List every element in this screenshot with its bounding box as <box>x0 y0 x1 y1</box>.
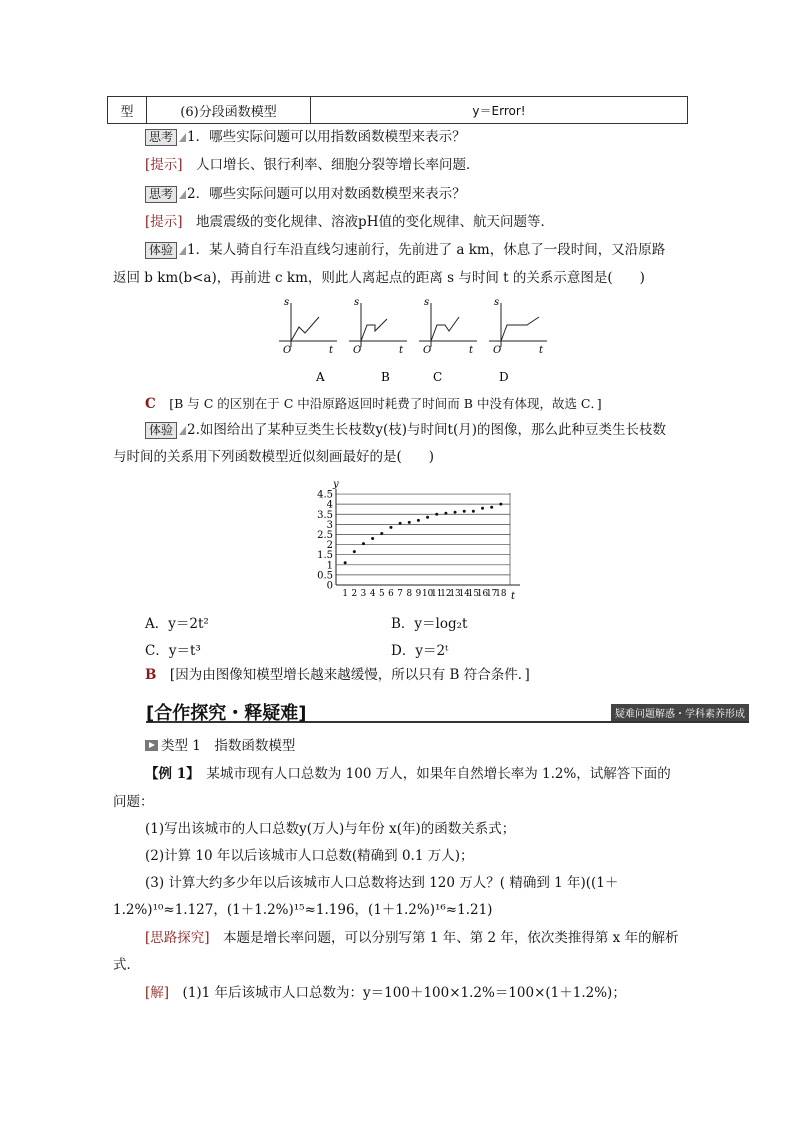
graph-label-a: A <box>316 370 325 384</box>
idea-tag: [思路探究] <box>145 930 210 946</box>
svg-text:O: O <box>353 345 362 356</box>
solution-tag: [解] <box>145 985 170 1001</box>
hint-2-text: 地震震级的变化规律、溶液pH值的变化规律、航天问题等． <box>196 214 554 230</box>
x-tick-label: 13 <box>449 589 461 599</box>
idea-line2: 式． <box>113 957 140 973</box>
data-point <box>417 519 420 522</box>
model-table <box>107 96 688 124</box>
hint-2 <box>145 213 554 231</box>
svg-text:O: O <box>493 345 502 356</box>
data-point <box>454 511 457 514</box>
table-cell-formula: y＝Error! <box>311 97 688 124</box>
option-a[interactable]: A．y＝2t² <box>145 616 209 632</box>
think-2-text: 2．哪些实际问题可以用对数函数模型来表示？ <box>187 186 466 202</box>
y-tick-label: 0.5 <box>317 570 333 582</box>
think-1 <box>145 128 466 146</box>
solution-text: (1)1 年后该城市人口总数为：y＝100＋100×1.2%＝100×(1＋1.2%)； <box>182 985 626 1001</box>
data-point <box>472 510 475 513</box>
y-tick-label: 2 <box>326 540 333 552</box>
experience-2-line1: 2.如图给出了某种豆类生长枝数y(枝)与时间t(月)的图像，那么此种豆类生长枝数 <box>187 422 667 438</box>
experience-1 <box>145 241 665 259</box>
chart-y-label: y <box>333 479 339 490</box>
option-c[interactable]: C．y＝t³ <box>145 643 201 659</box>
option-d[interactable]: D．y＝2ᵗ <box>391 643 449 659</box>
x-tick-label: 17 <box>486 589 498 599</box>
answer-2 <box>145 666 530 684</box>
question-3-cont: 1.2%)¹⁰≈1.127，(1＋1.2%)¹⁵≈1.196，(1＋1.2%)¹⁶≈1.21) <box>113 902 493 918</box>
think-1-text: 1．哪些实际问题可以用指数函数模型来表示？ <box>187 129 466 145</box>
y-tick-label: 3 <box>326 519 333 531</box>
graph-a <box>279 297 337 356</box>
question-1: (1)写出该城市的人口总数y(万人)与年份 x(年)的函数关系式； <box>145 821 516 837</box>
chart-y-ticks <box>317 490 333 592</box>
chart-grid <box>336 489 520 585</box>
graph-label-b: B <box>381 370 390 384</box>
graph-b <box>349 297 407 356</box>
svg-text:t: t <box>469 345 474 356</box>
graph-c <box>419 297 477 356</box>
example-tag: 【例 1】 <box>145 766 193 782</box>
y-tick-label: 3.5 <box>317 509 333 521</box>
data-point <box>426 516 429 519</box>
table-cell-model: (6)分段函数模型 <box>147 97 311 124</box>
experience-1-line2: 返回 b km(b<a)，再前进 c km，则此人离起点的距离 s 与时间 t 的关系示意图是( ) <box>113 270 645 286</box>
x-tick-label: 14 <box>458 589 470 599</box>
hint-1 <box>145 156 480 174</box>
answer-2-text: [因为由图像知模型增长越来越缓慢，所以只有 B 符合条件．] <box>169 667 530 683</box>
svg-text:s: s <box>494 297 500 308</box>
x-tick-label: 5 <box>378 589 385 599</box>
section-subtitle: 疑难问题解惑・学科素养形成 <box>611 704 749 721</box>
y-tick-label: 0 <box>326 580 333 592</box>
answer-2-letter: B <box>145 667 157 683</box>
y-tick-label: 4 <box>326 499 333 511</box>
x-tick-label: 2 <box>351 589 358 599</box>
data-point <box>389 526 392 529</box>
svg-text:s: s <box>354 297 360 308</box>
svg-text:O: O <box>423 345 432 356</box>
x-tick-label: 1 <box>342 589 348 599</box>
table-cell-type: 型 <box>108 97 147 124</box>
data-point <box>499 503 502 506</box>
idea <box>145 929 679 947</box>
think-2 <box>145 185 466 203</box>
x-tick-label: 18 <box>495 589 507 599</box>
graph-label-d: D <box>499 370 509 384</box>
section-title: [合作探究・释疑难] <box>146 703 307 724</box>
y-tick-label: 2.5 <box>317 529 333 541</box>
option-b[interactable]: B．y＝log₂t <box>391 616 468 632</box>
think-tag: 思考 <box>145 186 177 203</box>
svg-text:t: t <box>329 345 334 356</box>
data-point <box>380 532 383 535</box>
y-tick-label: 1.5 <box>317 550 333 562</box>
experience-tag: 体验 <box>145 422 177 439</box>
data-point <box>399 522 402 525</box>
x-tick-label: 9 <box>415 589 422 599</box>
data-point <box>353 550 356 553</box>
x-tick-label: 4 <box>369 589 376 599</box>
hint-tag: [提示] <box>145 214 183 230</box>
type-1-label: 类型 1 指数函数模型 <box>161 738 296 754</box>
experience-2 <box>145 421 666 439</box>
svg-text:s: s <box>424 297 430 308</box>
answer-1-text: [B 与 C 的区别在于 C 中沿原路返回时耗费了时间而 B 中没有体现，故选 C．] <box>169 396 602 411</box>
x-tick-label: 15 <box>467 589 479 599</box>
experience-1-line1: 1．某人骑自行车沿直线匀速前行，先前进了 a km，休息了一段时间，又沿原路 <box>187 242 666 258</box>
answer-1 <box>145 395 602 413</box>
chart-x-label: t <box>511 591 516 602</box>
triangle-icon <box>179 190 186 199</box>
x-tick-label: 12 <box>440 589 452 599</box>
x-tick-label: 11 <box>431 589 443 599</box>
data-point <box>481 507 484 510</box>
x-tick-label: 3 <box>360 589 367 599</box>
hint-tag: [提示] <box>145 157 183 173</box>
svg-text:O: O <box>283 345 292 356</box>
example-1-line1 <box>145 765 671 783</box>
example-1-text: 某城市现有人口总数为 100 万人，如果年自然增长率为 1.2%，试解答下面的 <box>206 766 671 782</box>
idea-line1: 本题是增长率问题，可以分别写第 1 年、第 2 年，依次类推得第 x 年的解析 <box>223 930 679 946</box>
data-point <box>463 510 466 513</box>
triangle-icon <box>179 246 186 255</box>
y-tick-label: 1 <box>326 560 333 572</box>
data-point <box>490 506 493 509</box>
graph-label-c: C <box>433 370 443 384</box>
x-tick-label: 7 <box>397 589 403 599</box>
triangle-icon <box>179 133 186 142</box>
y-tick-label: 4.5 <box>317 489 333 501</box>
data-point <box>408 521 411 524</box>
solution <box>145 984 626 1002</box>
x-tick-label: 16 <box>476 589 489 599</box>
hint-1-text: 人口增长、银行利率、细胞分裂等增长率问题． <box>196 157 480 173</box>
growth-chart <box>300 475 540 605</box>
data-point <box>371 537 374 540</box>
think-tag: 思考 <box>145 129 177 146</box>
x-tick-label: 8 <box>406 589 413 599</box>
triangle-icon <box>179 426 186 435</box>
graph-d <box>489 297 547 356</box>
answer-1-letter: C <box>145 396 156 412</box>
chart-x-ticks <box>342 589 506 599</box>
question-2: (2)计算 10 年以后该城市人口总数(精确到 0.1 万人)； <box>145 848 474 864</box>
svg-text:s: s <box>284 297 290 308</box>
svg-text:t: t <box>399 345 404 356</box>
experience-2-line2: 与时间的关系用下列函数模型近似刻画最好的是( ) <box>113 449 435 465</box>
question-3: (3) 计算大约多少年以后该城市人口总数将达到 120 万人？( 精确到 1 年)((1＋ <box>145 875 619 891</box>
play-icon <box>145 740 158 751</box>
svg-text:t: t <box>539 345 544 356</box>
x-tick-label: 10 <box>421 589 434 599</box>
data-point <box>362 542 365 545</box>
data-point <box>444 512 447 515</box>
data-point <box>435 513 438 516</box>
type-1 <box>145 737 295 755</box>
motion-graphs <box>275 295 550 390</box>
experience-tag: 体验 <box>145 242 177 259</box>
x-tick-label: 6 <box>388 589 394 599</box>
example-1-line2: 问题： <box>113 794 154 810</box>
data-point <box>344 561 347 564</box>
